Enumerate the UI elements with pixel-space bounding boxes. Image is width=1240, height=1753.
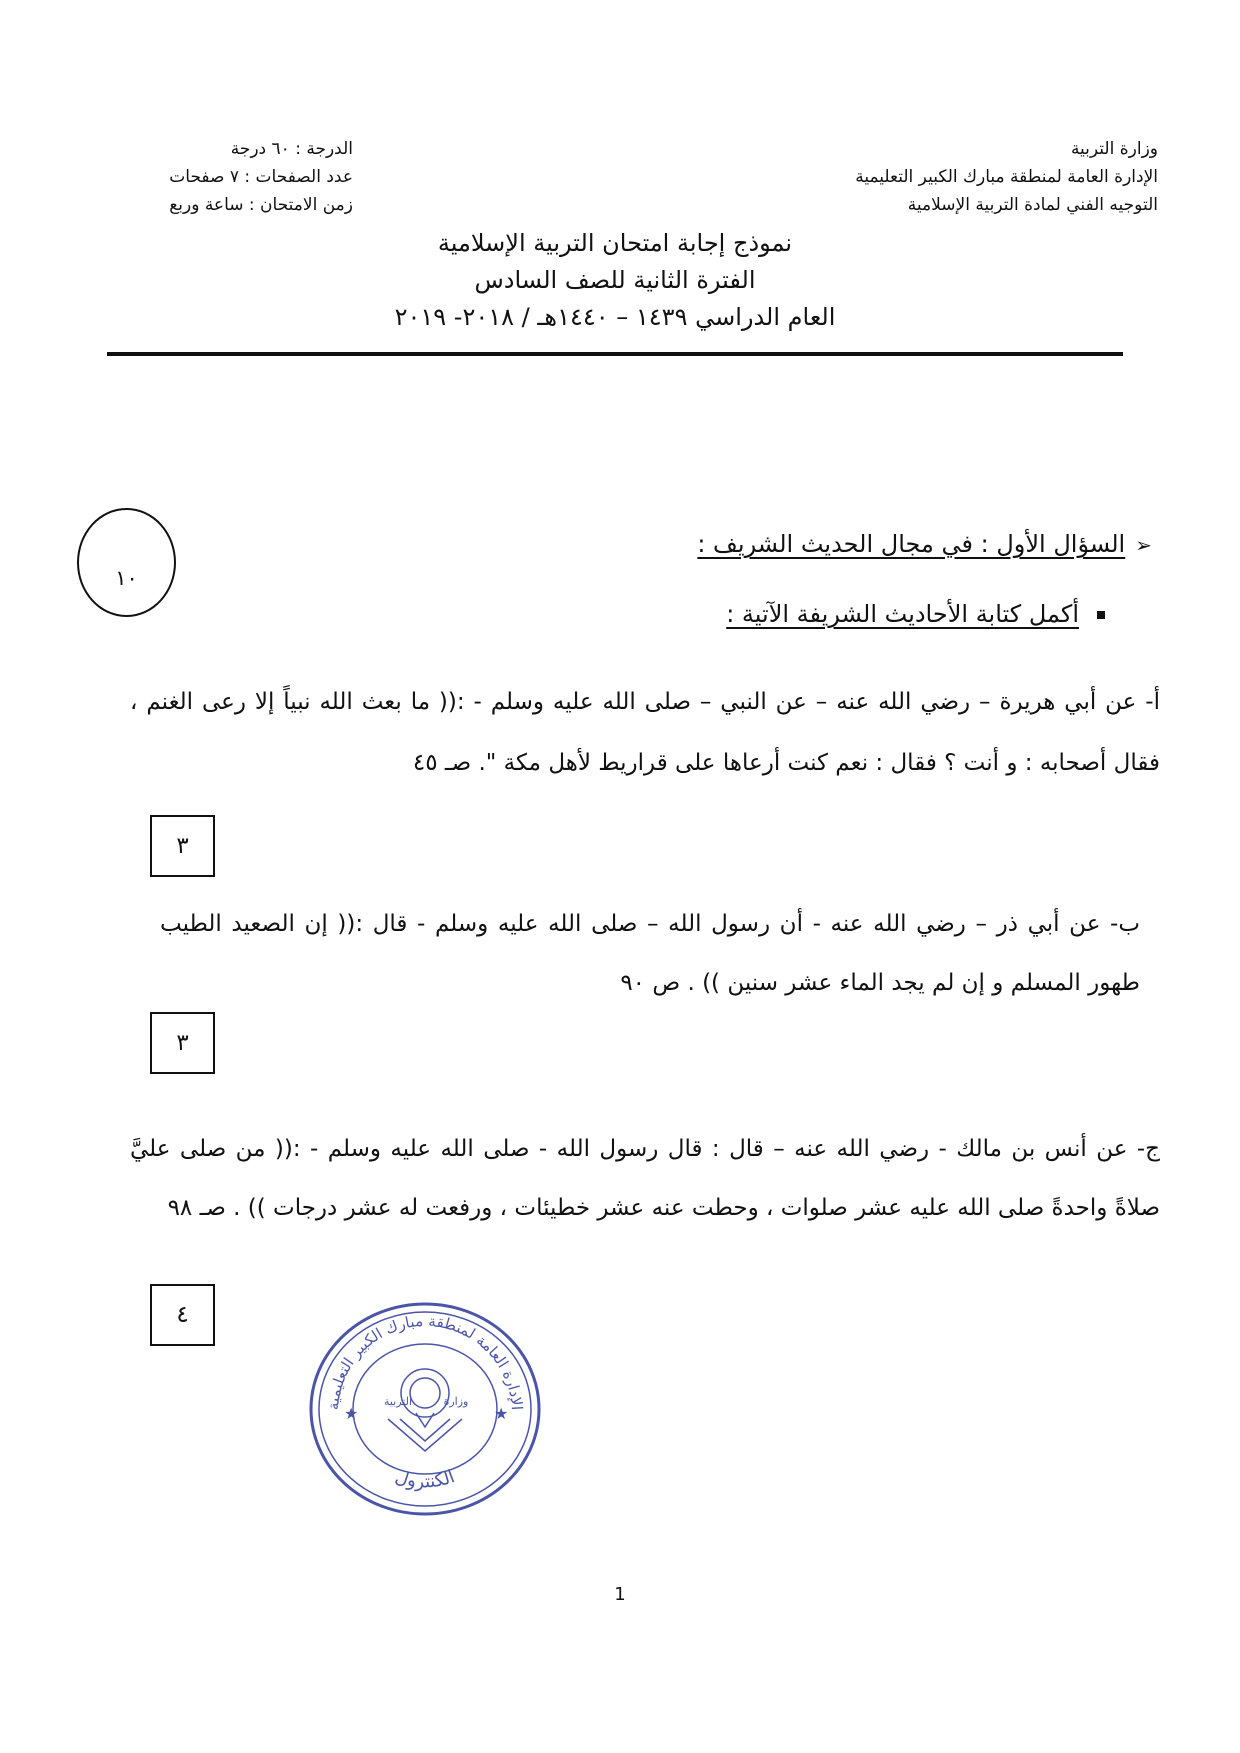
hadith-b: ب- عن أبي ذر – رضي الله عنه - أن رسول الله – صلى الله عليه وسلم - قال :(( إن الصعيد الطيب طهور المسلم و إن لم يجد الماء عشر سنين )) . ص ٩٠ [160,911,1140,996]
ministry-name: وزارة التربية [1070,139,1158,159]
exam-pages: عدد الصفحات : ٧ صفحات [169,167,353,187]
hadith-a: أ- عن أبي هريرة – رضي الله عنه – عن النبي – صلى الله عليه وسلم - :(( ما بعث الله نبياً إلا رعى الغنم ، فقال أصحابه : و أنت ؟ فقال : نعم كنت أرعاها على قراريط لأهل مكة ". صـ ٤٥ [130,689,1160,776]
page-title [330,225,900,336]
mark-box-b [150,1012,215,1074]
question-instruction [726,600,1105,628]
title-line-3: العام الدراسي ١٤٣٩ – ١٤٤٠هـ / ٢٠١٨- ٢٠١٩ [394,303,836,331]
mark-box-c [150,1284,215,1346]
page-number: 1 [614,1584,626,1605]
arrow-bullet-icon: ➢ [1135,533,1152,557]
ministry-header [855,135,1158,219]
instruction-text: أكمل كتابة الأحاديث الشريفة الآتية : [726,600,1079,628]
square-bullet-icon [1097,611,1105,619]
exam-duration: زمن الامتحان : ساعة وربع [169,195,353,215]
stamp-star-left-icon: ★ [344,1404,359,1423]
stamp-ring-top: الإدارة العامة لمنطقة مبارك الكبير التعليمية [323,1311,526,1411]
total-score: ١٠ [115,566,138,590]
supervision-name: التوجيه الفني لمادة التربية الإسلامية [907,195,1158,215]
total-score-circle [77,508,176,617]
question-title: السؤال الأول : في مجال الحديث الشريف : [697,530,1126,558]
mark-box-a [150,815,215,877]
exam-info [169,135,353,219]
emblem-icon [388,1369,462,1451]
stamp-star-right-icon: ★ [494,1404,509,1423]
question-heading [697,530,1152,558]
title-line-2: الفترة الثانية للصف السادس [474,266,756,294]
stamp-inner-right: وزارة [443,1395,469,1408]
title-line-1: نموذج إجابة امتحان التربية الإسلامية [437,229,793,257]
mark-c: ٤ [176,1302,189,1328]
hadith-c: ج- عن أنس بن مالك - رضي الله عنه – قال : قال رسول الله - صلى الله عليه وسلم - :(( من صلى عليَّ صلاةً واحدةً صلى الله عليه عشر صلوات ، وحطت عنه عشر خطيئات ، ورفعت له عشر درجات )) . صـ ٩٨ [130,1136,1160,1221]
exam-grade: الدرجة : ٦٠ درجة [230,139,353,159]
official-stamp [308,1301,542,1517]
mark-a: ٣ [176,833,189,859]
mark-b: ٣ [176,1030,189,1056]
directorate-name: الإدارة العامة لمنطقة مبارك الكبير التعليمية [855,167,1158,187]
stamp-ring-bottom: الكنترول [392,1466,458,1493]
header-divider [107,352,1123,356]
stamp-inner-left: التربية [383,1395,413,1408]
